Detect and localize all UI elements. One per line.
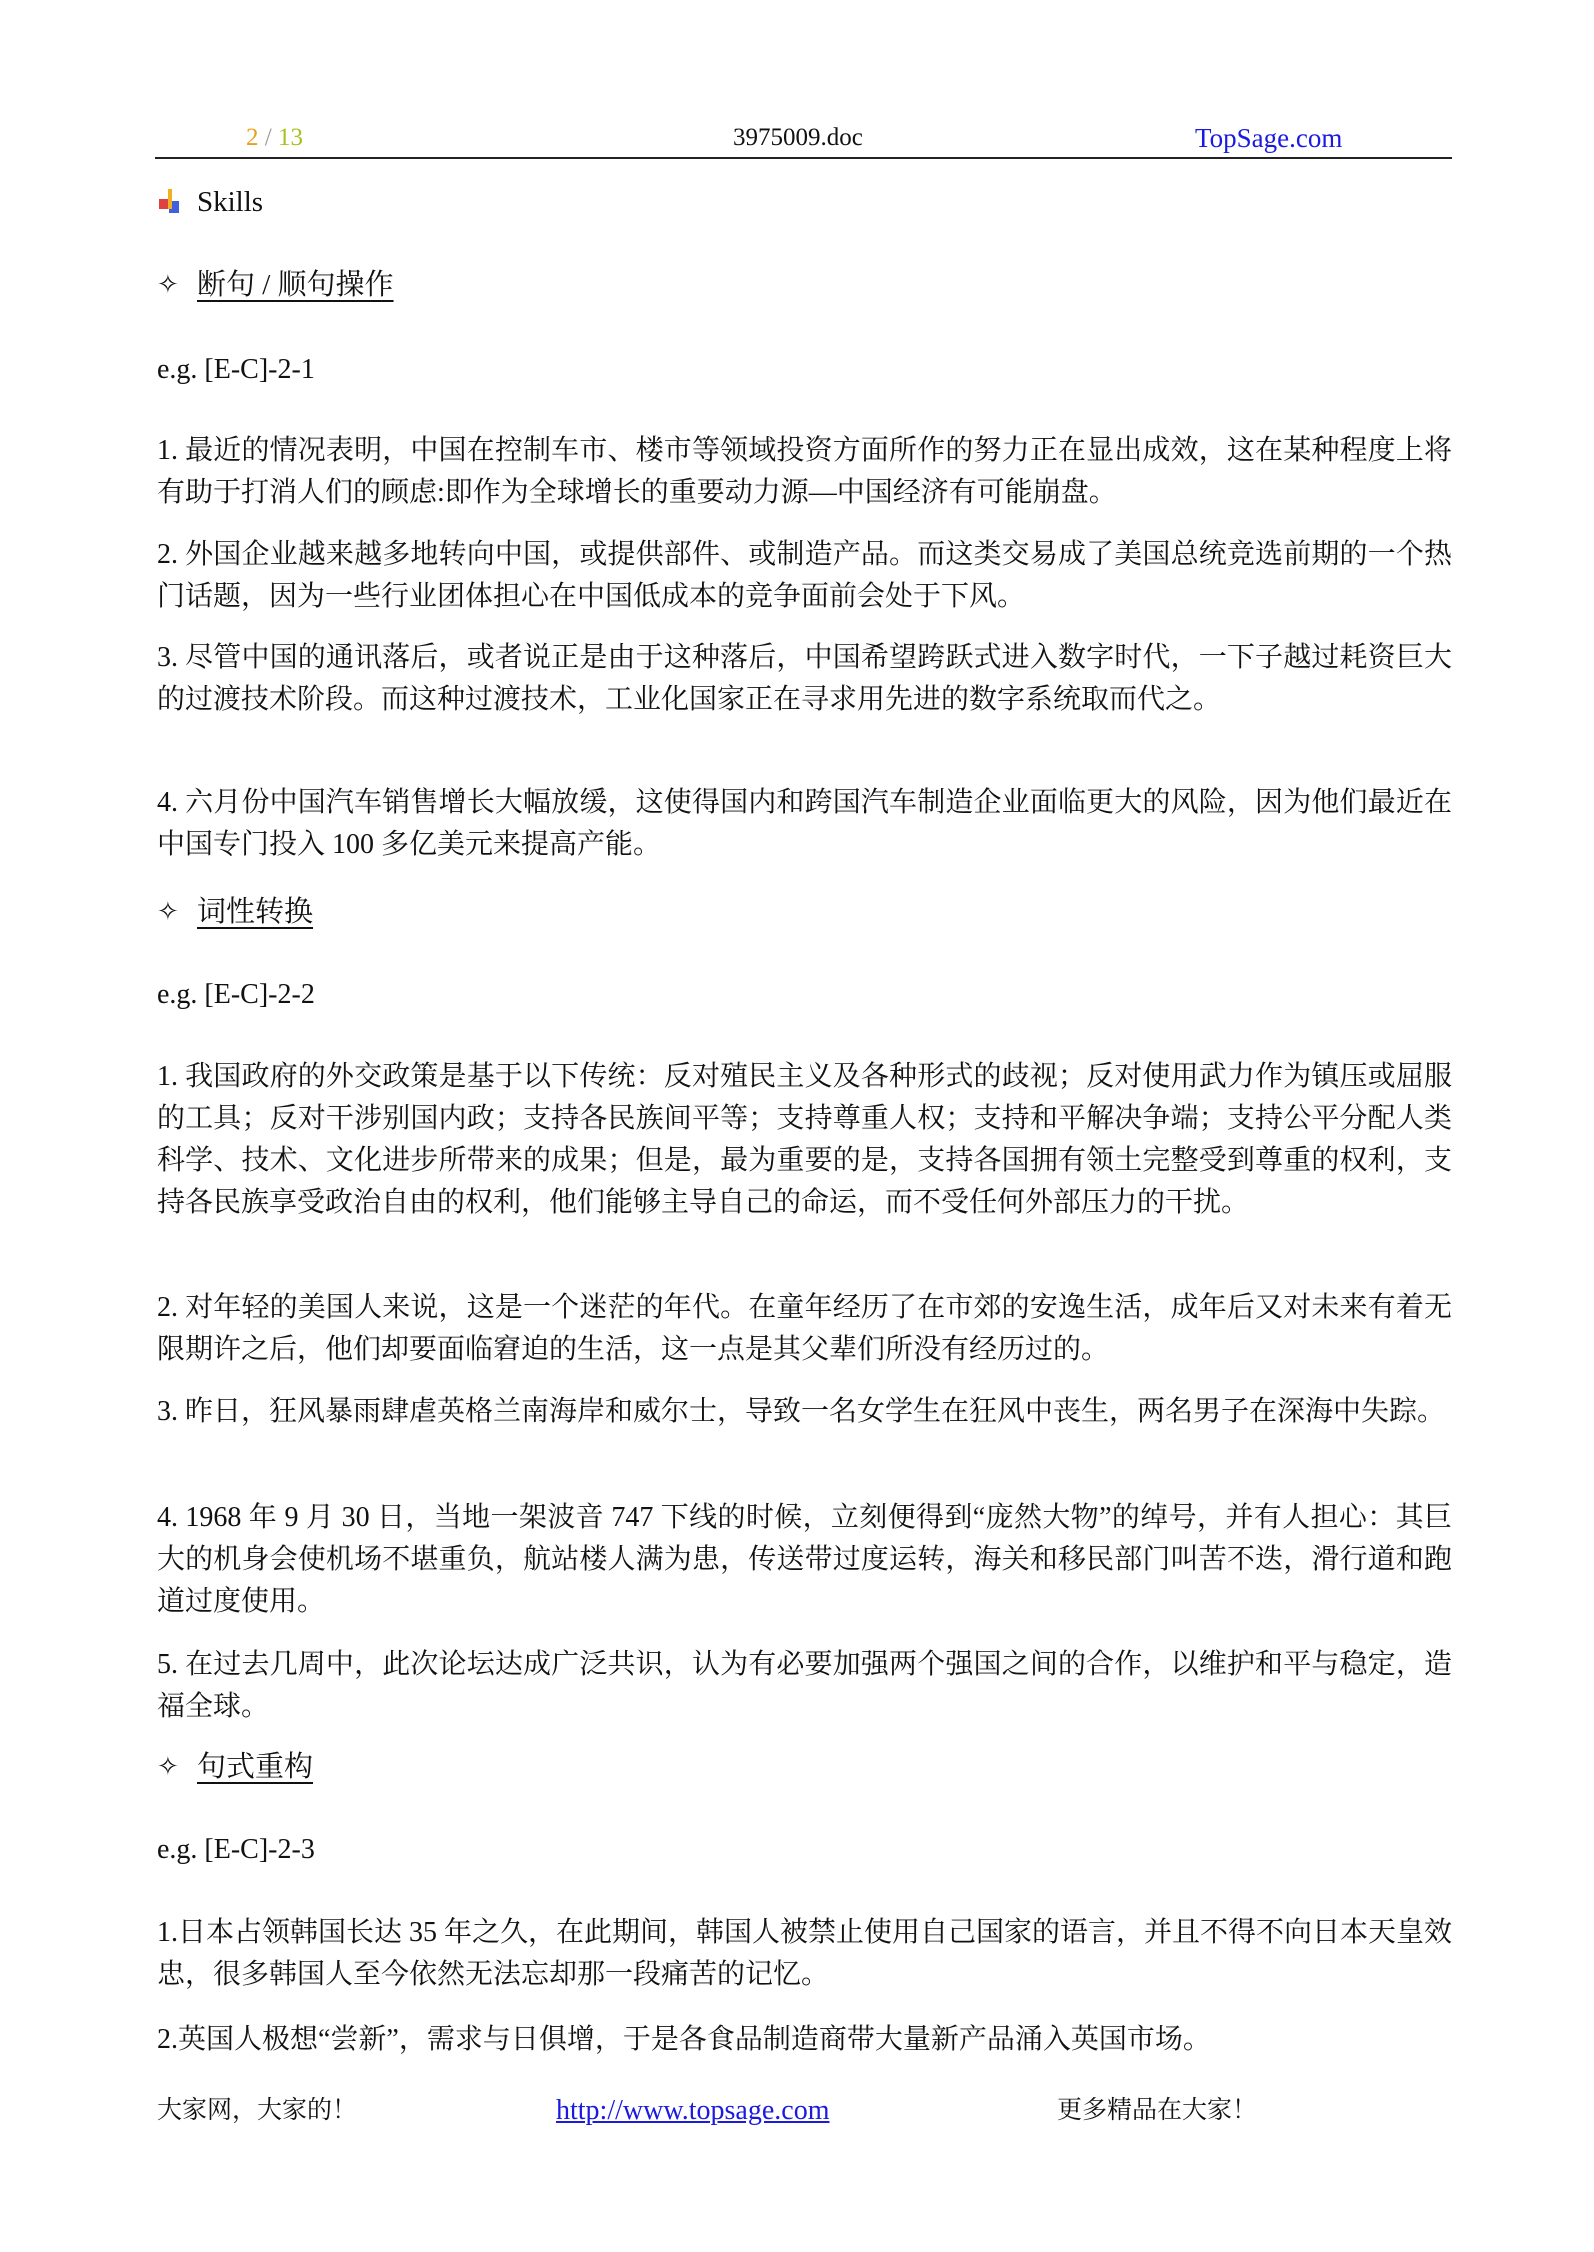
page-indicator (246, 122, 303, 154)
paragraph: 1.日本占领韩国长达 35 年之久，在此期间，韩国人被禁止使用自己国家的语言，并且不得不向日本天皇效忠，很多韩国人至今依然无法忘却那一段痛苦的记忆。 (157, 1917, 1453, 1990)
paragraph: 2. 外国企业越来越多地转向中国，或提供部件、或制造产品。而这类交易成了美国总统竞选前期的一个热门话题，因为一些行业团体担心在中国低成本的竞争面前会处于下风。 (157, 539, 1452, 612)
page-separator: / (258, 124, 278, 151)
paragraph: 1. 我国政府的外交政策是基于以下传统：反对殖民主义及各种形式的歧视；反对使用武力作为镇压或屈服的工具；反对干涉别国内政；支持各民族间平等；支持尊重人权；支持和平解决争端；支持公平分配人类科学、技术、文化进步所带来的成果；但是，最为重要的是，支持各国拥有领土完整受到尊重的权利，支持各民族享受政治自由的权利，他们能够主导自己的命运，而不受任何外部压力的干扰。 (157, 1061, 1452, 1218)
footer-left-text: 大家网，大家的！ (157, 2097, 358, 2124)
document-filename: 3975009.doc (733, 124, 863, 151)
paragraph: 2.英国人极想“尝新”，需求与日俱增，于是各食品制造商带大量新产品涌入英国市场。 (157, 2024, 1211, 2055)
paragraph: 3. 尽管中国的通讯落后，或者说正是由于这种落后，中国希望跨跃式进入数字时代，一下子越过耗资巨大的过渡技术阶段。而这种过渡技术，工业化国家正在寻求用先进的数字系统取而代之。 (157, 642, 1452, 715)
section-heading: ✧ 断句 / 顺句操作 (157, 265, 394, 305)
page-total: 13 (277, 124, 303, 151)
paragraph: 3. 昨日，狂风暴雨肆虐英格兰南海岸和威尔士，导致一名女学生在狂风中丧生，两名男子在深海中失踪。 (157, 1396, 1446, 1427)
example-label: e.g. [E-C]-2-1 (157, 354, 315, 385)
paragraph: 1. 最近的情况表明，中国在控制车市、楼市等领域投资方面所作的努力正在显出成效，这在某种程度上将有助于打消人们的顾虑:即作为全球增长的重要动力源—中国经济有可能崩盘。 (157, 435, 1452, 508)
page-current: 2 (246, 124, 259, 151)
footer-link[interactable]: http://www.topsage.com (556, 2095, 830, 2126)
diamond-bullet-icon: ✧ (157, 897, 179, 926)
diamond-bullet-icon: ✧ (157, 270, 179, 299)
footer-right-text: 更多精品在大家！ (1057, 2097, 1258, 2124)
header-divider (155, 157, 1452, 159)
paragraph: 4. 六月份中国汽车销售增长大幅放缓，这使得国内和跨国汽车制造企业面临更大的风险，因为他们最近在中国专门投入 100 多亿美元来提高产能。 (157, 787, 1452, 860)
paragraph: 2. 对年轻的美国人来说，这是一个迷茫的年代。在童年经历了在市郊的安逸生活，成年后又对未来有着无限期许之后，他们却要面临窘迫的生活，这一点是其父辈们所没有经历过的。 (157, 1292, 1452, 1365)
example-label: e.g. [E-C]-2-3 (157, 1834, 315, 1865)
skills-title: Skills (197, 186, 264, 218)
skills-heading (157, 182, 263, 222)
paragraph: 5. 在过去几周中，此次论坛达成广泛共识，认为有必要加强两个强国之间的合作，以维护和平与稳定，造福全球。 (157, 1649, 1452, 1722)
diamond-bullet-icon: ✧ (157, 1752, 179, 1781)
example-label: e.g. [E-C]-2-2 (157, 979, 315, 1010)
site-link[interactable]: TopSage.com (1195, 123, 1343, 153)
bullet-arrow-icon (157, 187, 197, 217)
section-heading: ✧ 句式重构 (157, 1747, 313, 1787)
paragraph: 4. 1968 年 9 月 30 日，当地一架波音 747 下线的时候，立刻便得到“庞然大物”的绰号，并有人担心：其巨大的机身会使机场不堪重负，航站楼人满为患，传送带过度运转，海关和移民部门叫苦不迭，滑行道和跑道过度使用。 (157, 1502, 1452, 1617)
section-heading: ✧ 词性转换 (157, 892, 313, 932)
